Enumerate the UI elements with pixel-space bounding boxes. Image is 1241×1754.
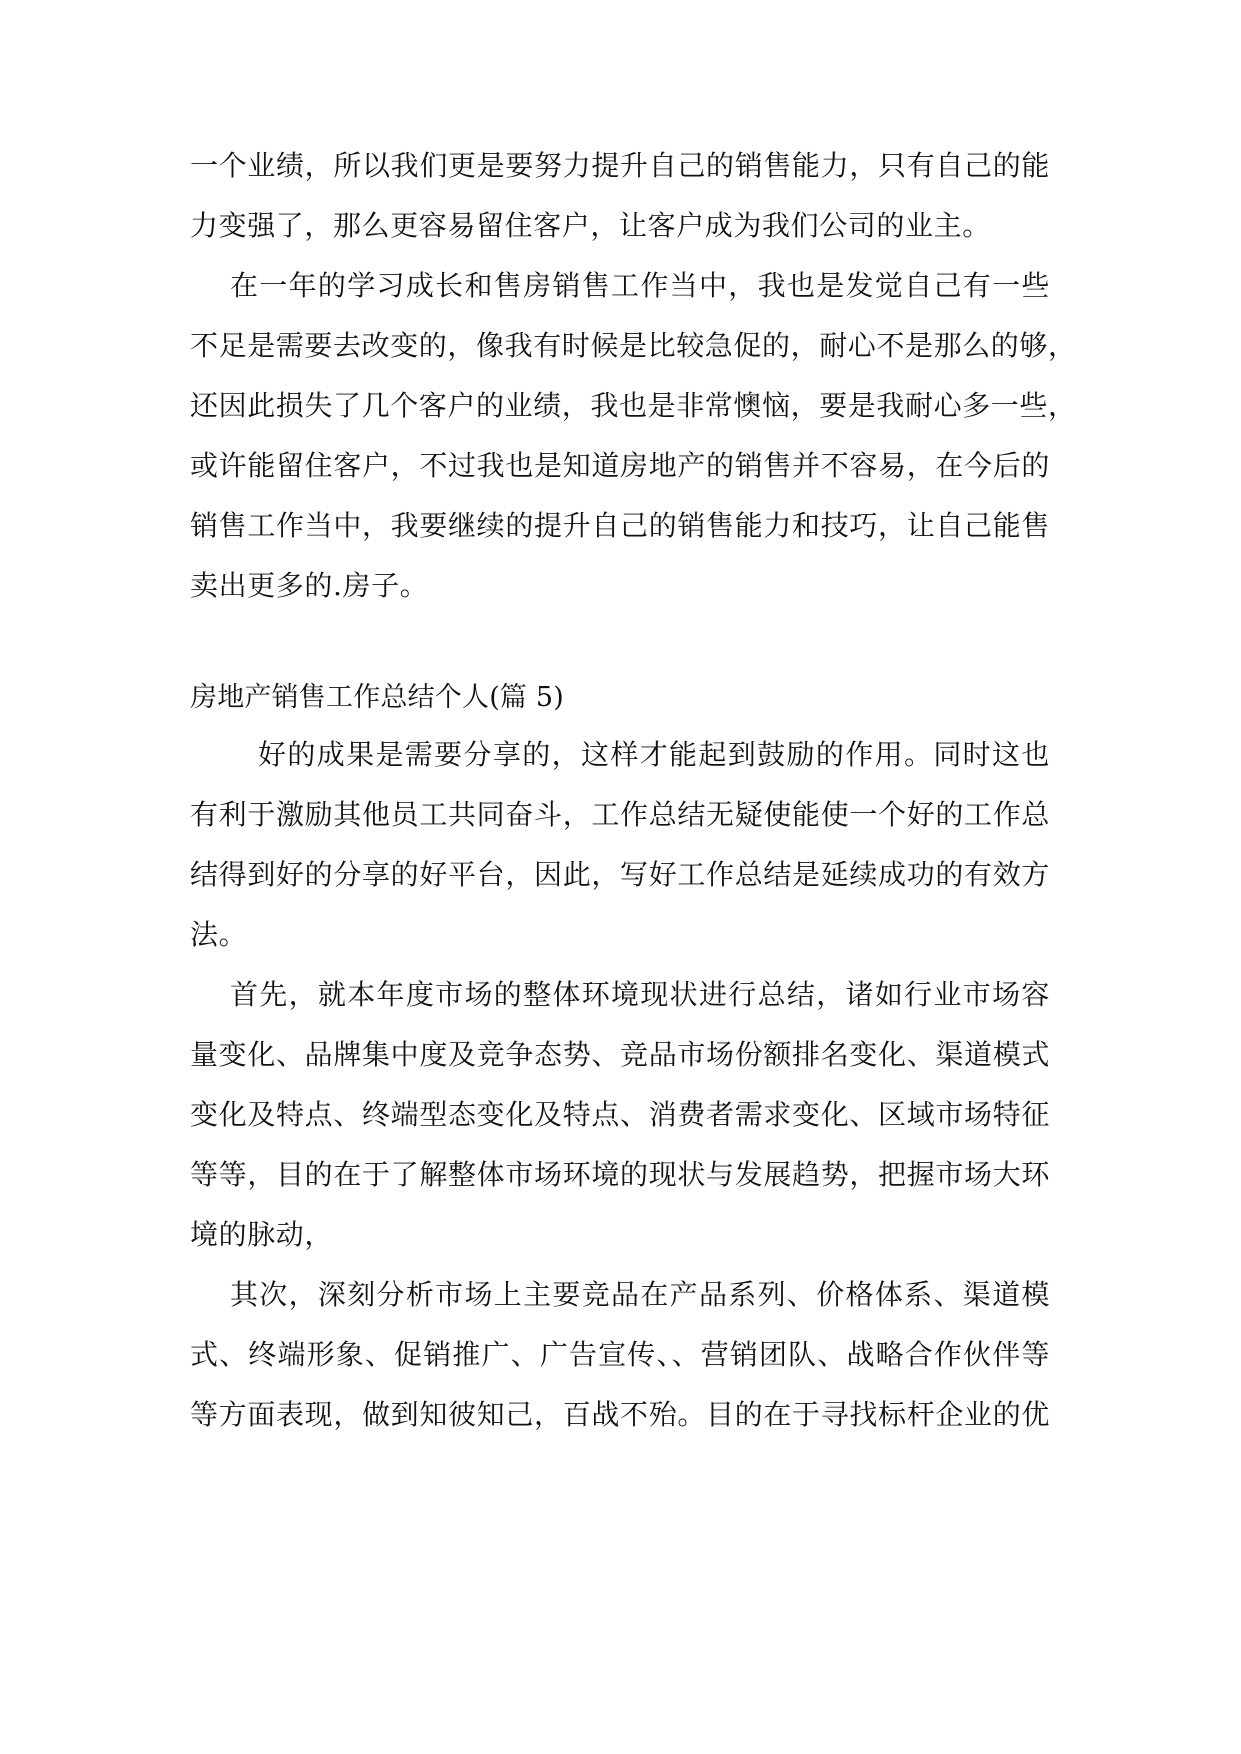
paragraph-line: 有利于激励其他员工共同奋斗，工作总结无疑使能使一个好的工作总 (190, 798, 1050, 831)
paragraph-line: 结得到好的分享的好平台，因此，写好工作总结是延续成功的有效方 (190, 858, 1050, 891)
paragraph-line: 变化及特点、终端型态变化及特点、消费者需求变化、区域市场特征 (190, 1098, 1050, 1131)
paragraph-line: 卖出更多的.房子。 (190, 569, 429, 602)
section-heading: 房地产销售工作总结个人(篇 5) (190, 682, 565, 713)
paragraph-line: 式、终端形象、促销推广、广告宣传、、营销团队、战略合作伙伴等 (190, 1338, 1050, 1371)
paragraph-line: 量变化、品牌集中度及竞争态势、竞品市场份额排名变化、渠道模式 (190, 1038, 1050, 1071)
paragraph-line: 或许能留住客户，不过我也是知道房地产的销售并不容易，在今后的 (190, 449, 1050, 482)
paragraph-line: 首先，就本年度市场的整体环境现状进行总结，诸如行业市场容 (230, 978, 1050, 1011)
paragraph-line: 在一年的学习成长和售房销售工作当中，我也是发觉自己有一些 (230, 269, 1050, 302)
paragraph-line: 等等，目的在于了解整体市场环境的现状与发展趋势，把握市场大环 (190, 1158, 1050, 1191)
paragraph-line: 不足是需要去改变的，像我有时候是比较急促的，耐心不是那么的够， (190, 329, 1077, 362)
paragraph-line: 其次，深刻分析市场上主要竞品在产品系列、价格体系、渠道模 (230, 1278, 1050, 1311)
paragraph-line: 一个业绩，所以我们更是要努力提升自己的销售能力，只有自己的能 (190, 149, 1050, 182)
paragraph-line: 境的脉动， (190, 1218, 334, 1251)
paragraph-line: 法。 (190, 918, 248, 951)
paragraph-line: 等方面表现，做到知彼知己，百战不殆。目的在于寻找标杆企业的优 (190, 1398, 1050, 1431)
paragraph-line: 力变强了，那么更容易留住客户，让客户成为我们公司的业主。 (190, 209, 991, 242)
paragraph-line: 销售工作当中，我要继续的提升自己的销售能力和技巧，让自己能售 (190, 509, 1050, 542)
paragraph-line: 还因此损失了几个客户的业绩，我也是非常懊恼，要是我耐心多一些， (190, 389, 1077, 422)
paragraph-line: 好的成果是需要分享的，这样才能起到鼓励的作用。同时这也 (258, 738, 1050, 771)
